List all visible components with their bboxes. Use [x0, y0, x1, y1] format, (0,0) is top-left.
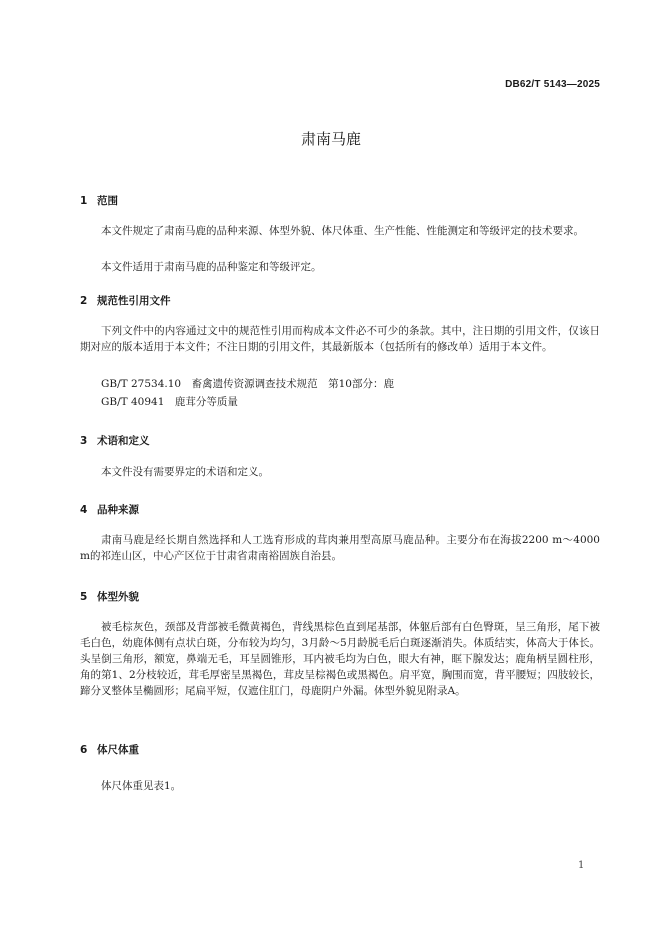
section-heading-terms	[80, 433, 150, 448]
section-title: 术语和定义	[97, 435, 150, 447]
section-title: 范围	[97, 195, 118, 207]
standard-code: DB62/T 5143—2025	[505, 79, 600, 90]
paragraph: 体尺体重见表1。	[101, 780, 182, 792]
section-number: 3	[80, 435, 88, 447]
paragraph: 本文件没有需要界定的术语和定义。	[101, 466, 269, 478]
section-title: 规范性引用文件	[97, 295, 171, 307]
reference-item: GB/T 40941 鹿茸分等质量	[101, 396, 238, 408]
reference-item: GB/T 27534.10 畜禽遗传资源调查技术规范 第10部分：鹿	[101, 378, 394, 390]
page-number: 1	[578, 860, 585, 871]
section-title: 体尺体重	[97, 744, 139, 756]
document-title: 肃南马鹿	[300, 130, 361, 148]
paragraph: 本文件适用于肃南马鹿的品种鉴定和等级评定。	[101, 261, 322, 273]
section-title: 体型外貌	[97, 591, 139, 603]
paragraph: 本文件规定了肃南马鹿的品种来源、体型外貌、体尺体重、生产性能、性能测定和等级评定的技术要求。	[101, 225, 584, 237]
section-heading-breed-origin	[80, 502, 139, 517]
paragraph: 肃南马鹿是经长期自然选择和人工选育形成的茸肉兼用型高原马鹿品种。主要分布在海拔2200 m～4000 m的祁连山区，中心产区位于甘肃省肃南裕固族自治县。	[80, 534, 600, 562]
section-title: 品种来源	[97, 504, 139, 516]
section-heading-appearance	[80, 589, 139, 604]
section-number: 5	[80, 591, 88, 603]
section-number: 2	[80, 295, 88, 307]
paragraph: 被毛棕灰色，颈部及背部被毛微黄褐色，背线黑棕色直到尾基部，体躯后部有白色臀斑，呈三角形，尾下被毛白色，幼鹿体侧有点状白斑，分布较为均匀，3月龄～5月龄脱毛后白斑逐渐消失。体质结实，体高大于体长。头呈倒三角形，额宽，鼻端无毛，耳呈圆锥形，耳内被毛均为白色，眼大有神，眶下腺发达；鹿角柄呈圆柱形，角的第1、2分枝较近，茸毛厚密呈黑褐色，茸皮呈棕褐色或黑褐色。肩平宽，胸围而宽，背平腰短；四肢较长，蹄分叉整体呈椭圆形；尾扁平短，仅遮住肛门，母鹿阴户外漏。体型外貌见附录A。	[80, 621, 600, 697]
section-number: 4	[80, 504, 88, 516]
section-heading-scope	[80, 193, 118, 208]
section-heading-body-measurements	[80, 742, 139, 757]
paragraph: 下列文件中的内容通过文中的规范性引用而构成本文件必不可少的条款。其中，注日期的引用文件，仅该日期对应的版本适用于本文件；不注日期的引用文件，其最新版本（包括所有的修改单）适用于本文件。	[80, 325, 600, 353]
section-number: 1	[80, 195, 88, 207]
section-heading-normative-references	[80, 293, 171, 308]
section-number: 6	[80, 744, 88, 756]
